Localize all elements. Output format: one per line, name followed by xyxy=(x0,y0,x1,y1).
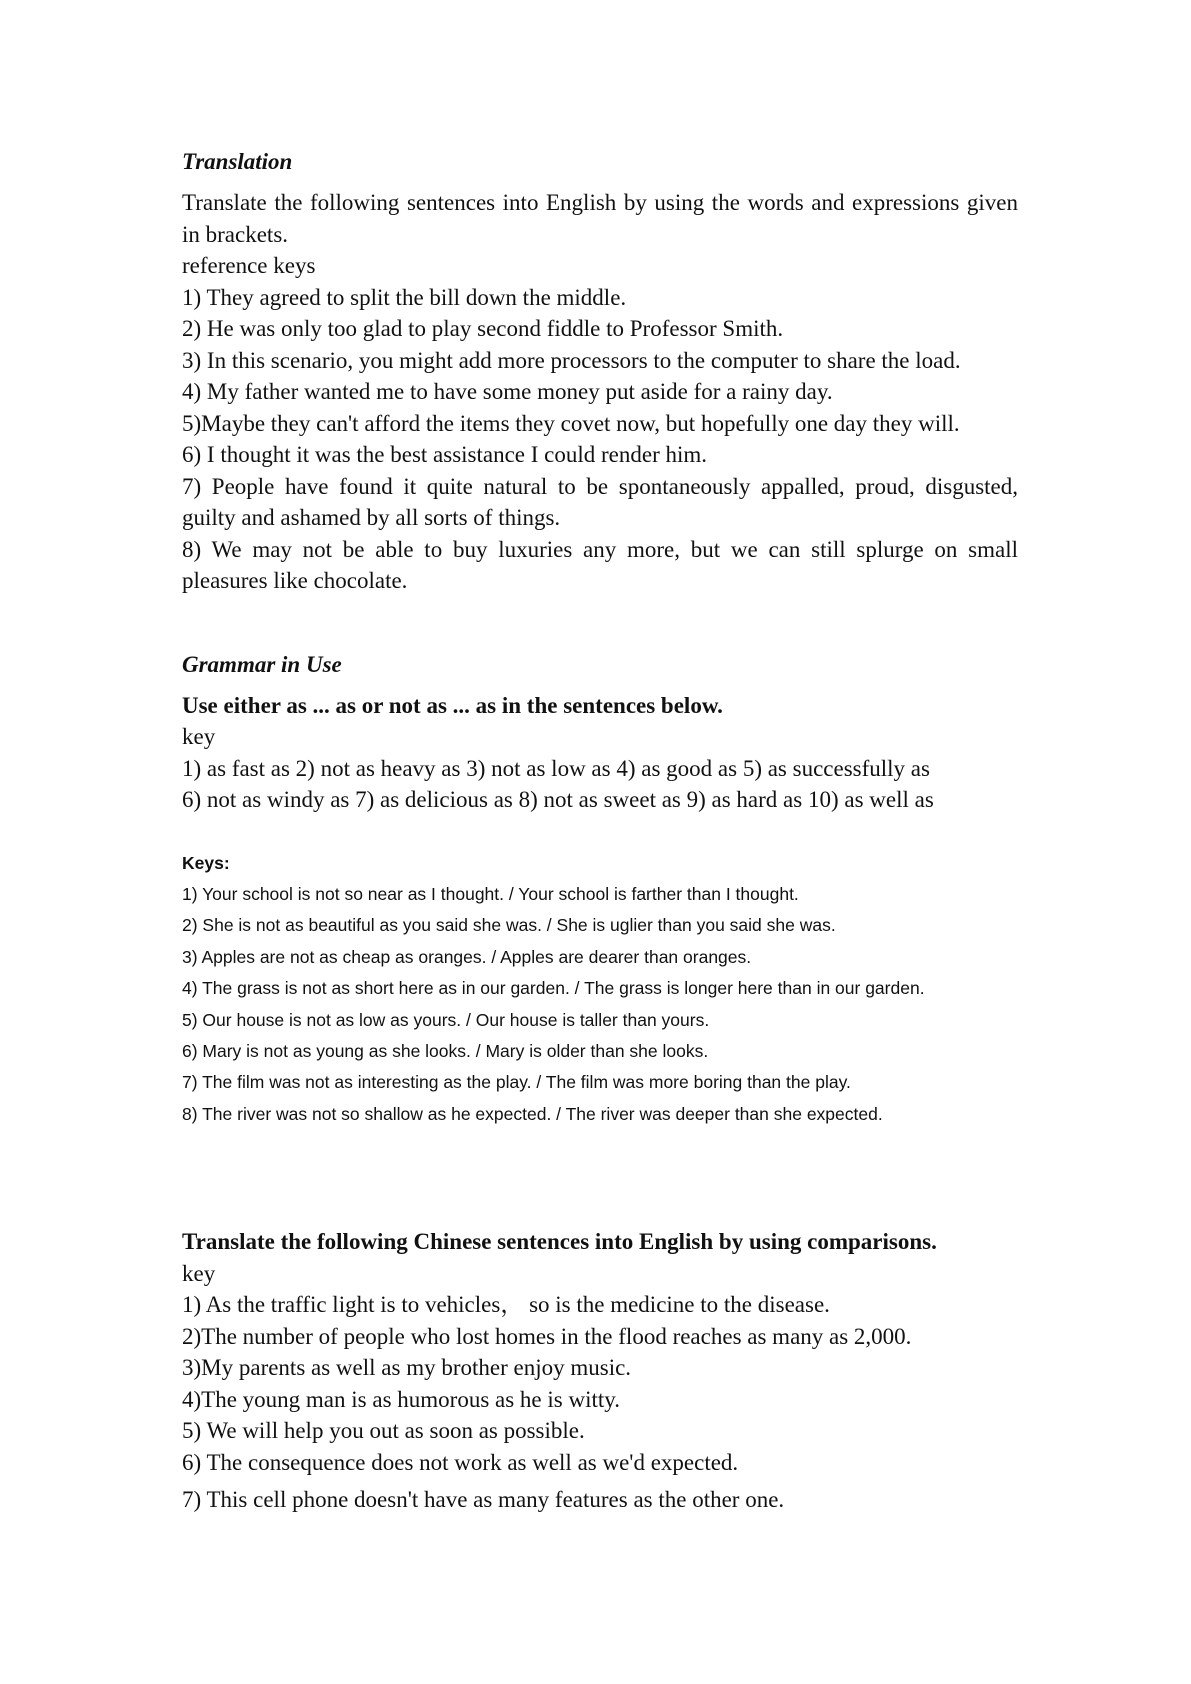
translation-item-1: 1) They agreed to split the bill down the middle. xyxy=(182,284,627,310)
document-page xyxy=(182,146,1018,1516)
grammar-section xyxy=(182,649,1018,816)
reference-keys-label: reference keys xyxy=(182,253,316,278)
translation-item-5: 5)Maybe they can't afford the items they covet now, but hopefully one day they will. xyxy=(182,410,960,436)
grammar-key-line-1: 1) as fast as 2) not as heavy as 3) not as low as 4) as good as 5) as successfully as xyxy=(182,755,930,781)
translation-section xyxy=(182,146,1018,597)
comparisons-item-4: 4)The young man is as humorous as he is witty. xyxy=(182,1386,621,1412)
translation-item-4: 4) My father wanted me to have some money put aside for a rainy day. xyxy=(182,379,833,404)
comparisons-instruction: Translate the following Chinese sentences into English by using comparisons. xyxy=(182,1229,937,1255)
keys-item-3: 3) Apples are not as cheap as oranges. / Apples are dearer than oranges. xyxy=(182,946,752,967)
comparisons-item-3: 3)My parents as well as my brother enjoy music. xyxy=(182,1355,632,1381)
keys-item-2: 2) She is not as beautiful as you said she was. / She is uglier than you said she was. xyxy=(182,915,836,936)
translation-item-6: 6) I thought it was the best assistance I could render him. xyxy=(182,442,708,467)
translation-item-2: 2) He was only too glad to play second fiddle to Professor Smith. xyxy=(182,316,784,341)
grammar-instruction: Use either as ... as or not as ... as in the sentences below. xyxy=(182,692,723,718)
translation-item-8: 8) We may not be able to buy luxuries any more, but we can still splurge on small pleasures like chocolate. xyxy=(182,536,1018,593)
translation-title: Translation xyxy=(182,149,293,174)
keys-label: Keys: xyxy=(182,852,230,873)
comparisons-item-7: 7) This cell phone doesn't have as many features as the other one. xyxy=(182,1487,785,1513)
grammar-title: Grammar in Use xyxy=(182,651,342,677)
comparisons-item-5: 5) We will help you out as soon as possible. xyxy=(182,1418,585,1444)
keys-item-8: 8) The river was not so shallow as he expected. / The river was deeper than she expected. xyxy=(182,1103,883,1124)
translation-item-3: 3) In this scenario, you might add more processors to the computer to share the load. xyxy=(182,347,961,373)
comparisons-item-2: 2)The number of people who lost homes in the flood reaches as many as 2,000. xyxy=(182,1323,912,1349)
comparisons-item-6: 6) The consequence does not work as well as we'd expected. xyxy=(182,1449,739,1475)
comparisons-section xyxy=(182,1226,1018,1516)
translation-instruction: Translate the following sentences into English by using the words and expressions given in brackets. xyxy=(182,190,1018,247)
keys-item-7: 7) The film was not as interesting as the play. / The film was more boring than the play. xyxy=(182,1072,851,1093)
translation-item-7: 7) People have found it quite natural to be spontaneously appalled, proud, disgusted, guilty and ashamed by all sorts of things. xyxy=(182,473,1018,530)
keys-item-6: 6) Mary is not as young as she looks. / Mary is older than she looks. xyxy=(182,1040,709,1061)
comparisons-item-1: 1) As the traffic light is to vehicles， so is the medicine to the disease. xyxy=(182,1292,830,1318)
keys-item-1: 1) Your school is not so near as I thought. / Your school is farther than I thought. xyxy=(182,883,799,904)
keys-item-5: 5) Our house is not as low as yours. / Our house is taller than yours. xyxy=(182,1009,710,1030)
keys-item-4: 4) The grass is not as short here as in our garden. / The grass is longer here than in our garden. xyxy=(182,978,925,999)
keys-section xyxy=(182,848,1018,1131)
comparisons-key-label: key xyxy=(182,1260,216,1286)
grammar-key-line-2: 6) not as windy as 7) as delicious as 8) not as sweet as 9) as hard as 10) as well as xyxy=(182,787,934,812)
grammar-key-label: key xyxy=(182,724,216,749)
